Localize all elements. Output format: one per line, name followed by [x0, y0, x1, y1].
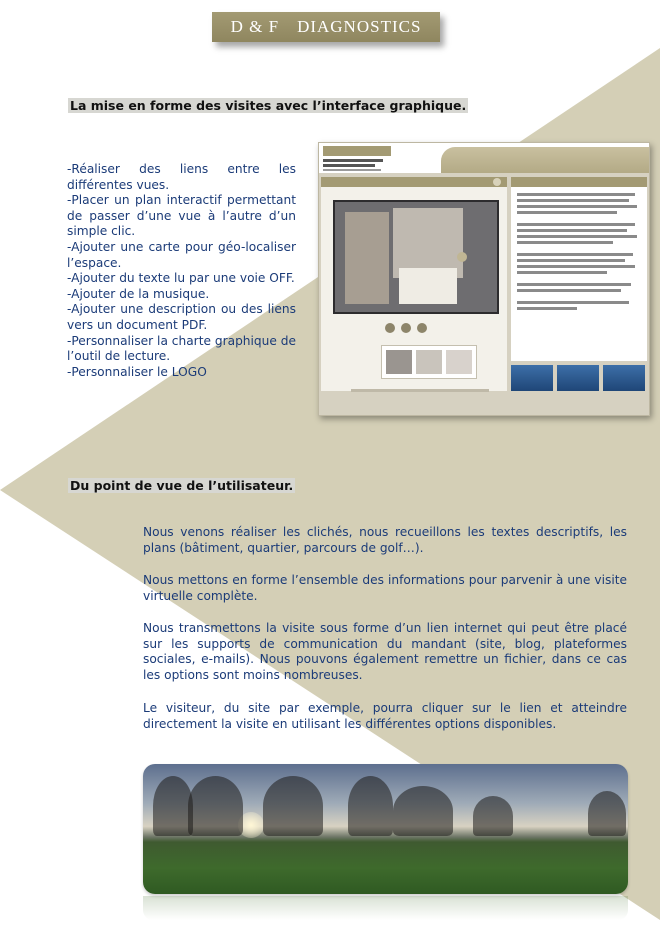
logo-initials: D & F — [230, 17, 280, 36]
screenshot-nav-tile — [511, 365, 553, 391]
screenshot-text-line — [517, 241, 613, 244]
screenshot-text-line — [517, 271, 607, 274]
screenshot-text-line — [517, 229, 627, 232]
feature-item: -Ajouter du texte lu par une voie OFF. — [67, 271, 295, 286]
feature-item: -Ajouter une description ou des liens vers un document PDF. — [67, 302, 296, 332]
rewind-icon — [385, 323, 395, 333]
screenshot-nav-tile — [603, 365, 645, 391]
screenshot-body — [319, 173, 649, 416]
panorama-reflection — [143, 896, 628, 920]
section-heading-user: Du point de vue de l’utilisateur. — [70, 478, 294, 493]
screenshot-slider — [351, 389, 489, 392]
feature-item: -Placer un plan interactif permettant de passer d’une vue à l’autre d’un simple clic. — [67, 193, 296, 239]
screenshot-thumbnail — [386, 350, 412, 374]
screenshot-cabinet — [399, 268, 457, 304]
screenshot-text-line — [517, 235, 637, 238]
section-heading-interface: La mise en forme des visites avec l’interface graphique. — [70, 98, 467, 113]
screenshot-text-line — [517, 211, 617, 214]
screenshot-text-line — [517, 193, 635, 196]
screenshot-nav-strip — [511, 365, 647, 391]
screenshot-viewer-panel — [321, 177, 507, 391]
screenshot-text-line — [517, 223, 635, 226]
logo-name: DIAGNOSTICS — [297, 17, 422, 36]
screenshot-header — [319, 143, 649, 173]
screenshot-door — [345, 212, 389, 304]
help-icon — [493, 178, 501, 186]
hotspot-arrow-icon — [457, 252, 467, 262]
tree — [588, 791, 626, 836]
screenshot-logo — [323, 146, 391, 156]
screenshot-text-line — [517, 283, 631, 286]
screenshot-thumbnail — [416, 350, 442, 374]
paragraph: Nous transmettons la visite sous forme d’un lien internet qui peut être placé sur les supports de communication du mandant (site, blog, plateformes sociales, e-mails). Nous pouvons également remettre un fichier, dans ce cas les options sont moins nombreuses. — [143, 621, 627, 682]
tree — [188, 776, 243, 836]
screenshot-text-line — [517, 289, 621, 292]
feature-item: -Personnaliser la charte graphique de l’outil de lecture. — [67, 333, 296, 364]
screenshot-nav-tile — [557, 365, 599, 391]
screenshot-panorama-view — [333, 200, 499, 314]
screenshot-text-line — [517, 205, 637, 208]
feature-item: -Ajouter une carte pour géo-localiser l’espace. — [67, 239, 296, 270]
tree — [153, 776, 193, 836]
pause-icon — [401, 323, 411, 333]
screenshot-text-line — [517, 265, 635, 268]
screenshot-text-line — [517, 307, 577, 310]
tree — [263, 776, 323, 836]
screenshot-viewer-bar — [321, 177, 507, 187]
screenshot-tab — [441, 147, 649, 173]
tree — [393, 786, 453, 836]
paragraph: Le visiteur, du site par exemple, pourra cliquer sur le lien et atteindre directement la visite en utilisant les différentes options disponibles. — [143, 701, 627, 731]
feature-item: -Personnaliser le LOGO — [67, 364, 207, 379]
screenshot-text-line — [517, 199, 629, 202]
panorama-photo — [143, 764, 628, 894]
screenshot-text-line — [517, 301, 629, 304]
tree — [348, 776, 393, 836]
feature-list — [67, 162, 296, 380]
company-logo — [212, 12, 440, 42]
screenshot-text-line — [517, 253, 633, 256]
virtual-tour-interface-screenshot — [318, 142, 650, 416]
forward-icon — [417, 323, 427, 333]
screenshot-description-panel — [511, 177, 647, 361]
paragraph: Nous mettons en forme l’ensemble des informations pour parvenir à une visite virtuelle complète. — [143, 573, 627, 603]
screenshot-text-line — [323, 159, 383, 162]
tree — [473, 796, 513, 836]
screenshot-description-bar — [511, 177, 647, 187]
screenshot-thumbnail — [446, 350, 472, 374]
screenshot-text-line — [323, 164, 375, 167]
screenshot-text-line — [517, 259, 625, 262]
screenshot-thumbnail-strip — [381, 345, 477, 379]
paragraph: Nous venons réaliser les clichés, nous recueillons les textes descriptifs, les plans (bâtiment, quartier, parcours de golf…). — [143, 525, 627, 555]
feature-item: -Ajouter de la musique. — [67, 286, 210, 301]
screenshot-text-line — [323, 169, 381, 171]
feature-item: -Réaliser des liens entre les différentes vues. — [67, 162, 296, 192]
